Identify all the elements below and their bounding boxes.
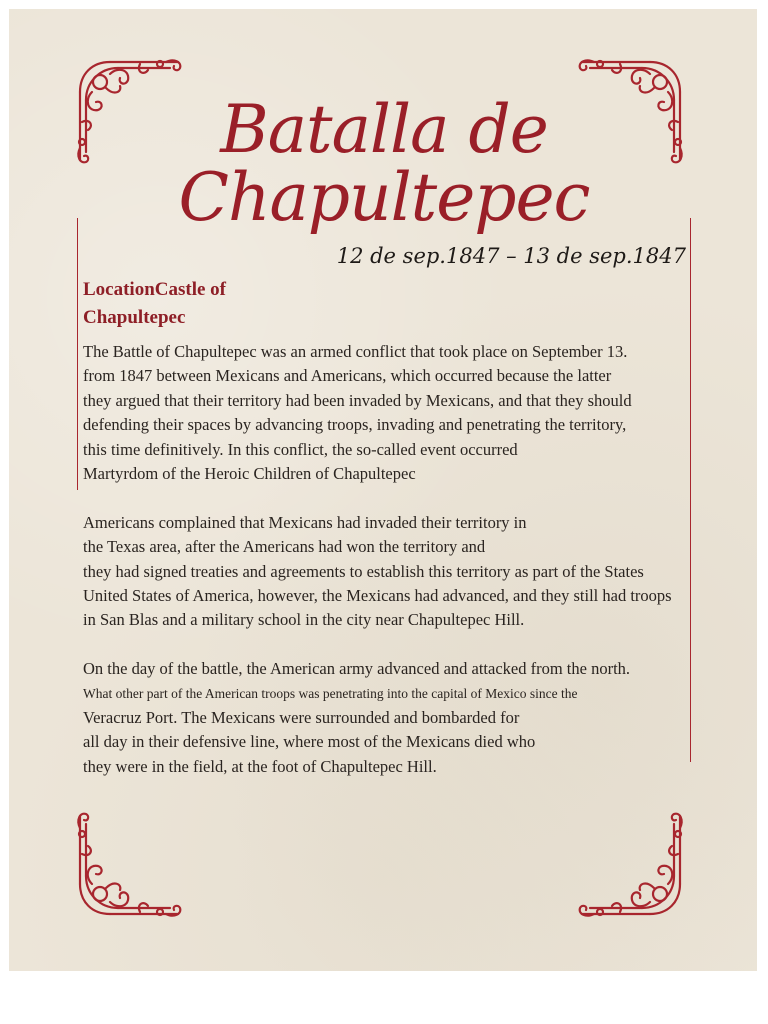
text-line: The Battle of Chapultepec was an armed conflict that took place on September 13. bbox=[83, 342, 628, 361]
document-title-line-1: Batalla de bbox=[220, 91, 548, 168]
body-text bbox=[83, 340, 683, 779]
text-line: they had signed treaties and agreements to establish this territory as part of the States bbox=[83, 561, 644, 581]
location-line: Chapultepec bbox=[83, 307, 186, 328]
text-line: Americans complained that Mexicans had invaded their territory in bbox=[83, 512, 527, 532]
document-title-line-2: Chapultepec bbox=[178, 159, 590, 236]
text-line: Veracruz Port. The Mexicans were surrounded and bombarded for bbox=[83, 708, 520, 728]
left-border-rule bbox=[77, 218, 78, 490]
location-line: LocationCastle of bbox=[83, 279, 227, 300]
text-line: in San Blas and a military school in the city near Chapultepec Hill. bbox=[83, 610, 525, 630]
text-line: Martyrdom of the Heroic Children of Chapultepec bbox=[83, 464, 416, 484]
text-line: this time definitively. In this conflict, the so-called event occurred bbox=[83, 439, 518, 459]
ornamental-corner-icon bbox=[70, 808, 186, 924]
paragraph bbox=[83, 657, 683, 779]
text-line: the Texas area, after the Americans had won the territory and bbox=[83, 537, 486, 557]
text-line: from 1847 between Mexicans and Americans, which occurred because the latter bbox=[83, 366, 612, 386]
paragraph bbox=[83, 511, 683, 633]
text-line: they argued that their territory had been invaded by Mexicans, and that they should bbox=[83, 390, 632, 410]
paragraph bbox=[83, 340, 683, 486]
text-line: all day in their defensive line, where most of the Mexicans died who bbox=[83, 732, 536, 752]
location-heading bbox=[83, 276, 283, 332]
text-line: they were in the field, at the foot of Chapultepec Hill. bbox=[83, 756, 437, 776]
battle-dates: 12 de sep.1847 – 13 de sep.1847 bbox=[336, 244, 686, 268]
text-line: On the day of the battle, the American army advanced and attacked from the north. bbox=[83, 659, 631, 679]
text-line: What other part of the American troops was penetrating into the capital of Mexico since the bbox=[83, 685, 578, 701]
text-line: defending their spaces by advancing troops, invading and penetrating the territory, bbox=[83, 415, 627, 435]
right-border-rule bbox=[690, 218, 691, 762]
text-line: United States of America, however, the Mexicans had advanced, and they still had troops bbox=[83, 586, 672, 606]
ornamental-corner-icon bbox=[574, 808, 690, 924]
